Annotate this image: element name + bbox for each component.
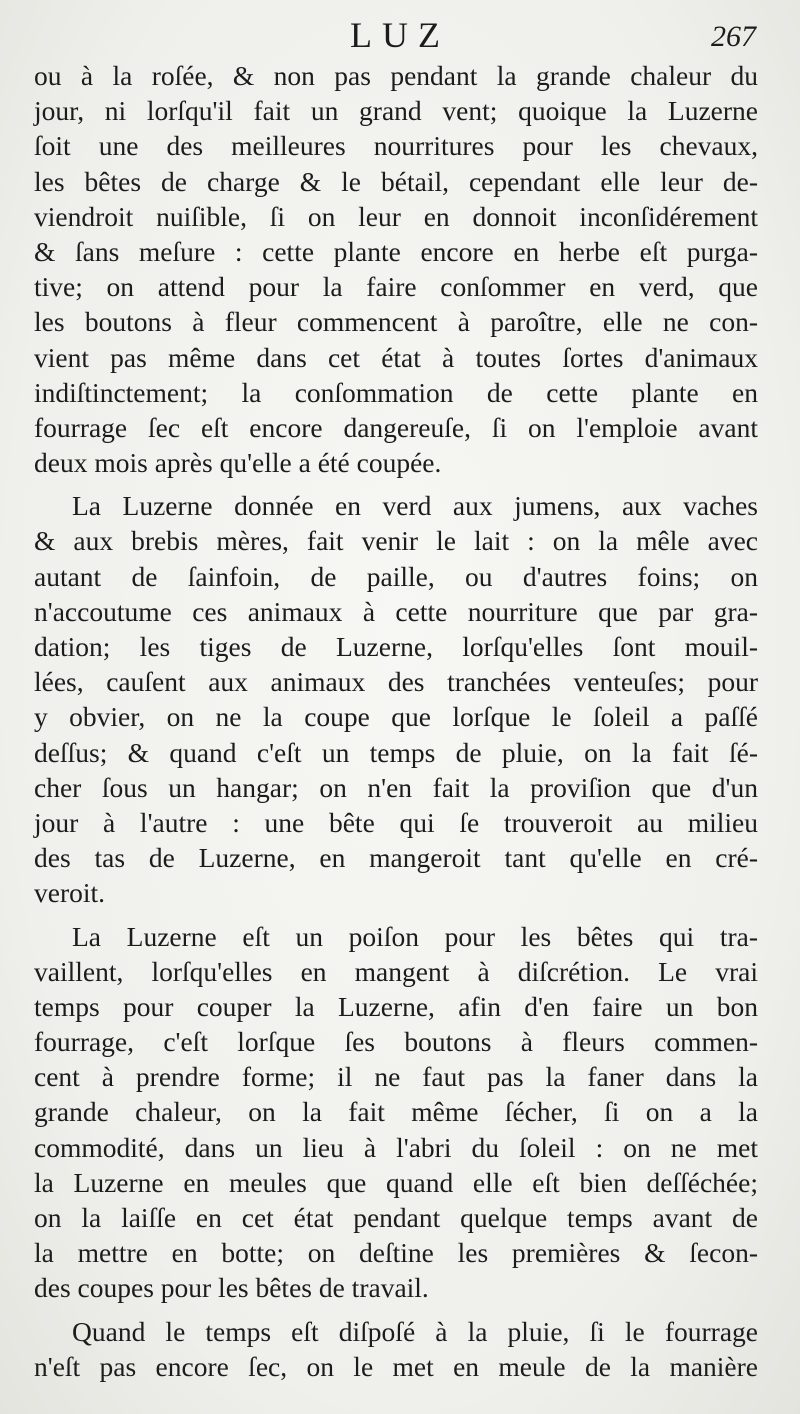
paragraph-gap (34, 1306, 758, 1314)
paragraph (34, 1314, 758, 1384)
text-line: deſſus; & quand c'eſt un temps de pluie, on la fait ſé- (34, 736, 758, 768)
body-text (34, 58, 758, 1384)
text-line: ſoit une des meilleures nourritures pour les chevaux, (34, 130, 758, 162)
text-line: & aux brebis mères, fait venir le lait : on la mêle avec (34, 525, 758, 557)
text-line: deux mois après qu'elle a été coupée. (34, 447, 442, 479)
paragraph-gap (34, 480, 758, 488)
text-line: la Luzerne en meules que quand elle eſt bien deſſéchée; (34, 1166, 758, 1198)
text-line: cent à prendre forme; il ne faut pas la faner dans la (34, 1061, 758, 1093)
text-line: les boutons à fleur commencent à paroître, elle ne con- (34, 306, 758, 338)
text-line: lées, cauſent aux animaux des tranchées venteuſes; pour (34, 666, 758, 698)
text-line: La Luzerne donnée en verd aux jumens, aux vaches (72, 490, 758, 522)
paragraph (34, 58, 758, 480)
page-header (0, 14, 800, 64)
text-line: y obvier, on ne la coupe que lorſque le ſoleil a paſſé (34, 701, 758, 733)
text-line: grande chaleur, on la fait même ſécher, ſi on a la (34, 1096, 758, 1128)
text-line: n'accoutume ces animaux à cette nourriture que par gra- (34, 595, 758, 627)
text-line: des tas de Luzerne, en mangeroit tant qu'elle en cré- (34, 842, 758, 874)
text-line: cher ſous un hangar; on n'en fait la proviſion que d'un (34, 771, 758, 803)
text-line: fourrage ſec eſt encore dangereuſe, ſi on l'emploie avant (34, 411, 758, 443)
text-line: on la laiſſe en cet état pendant quelque temps avant de (34, 1202, 758, 1233)
paragraph (34, 919, 758, 1306)
text-line: vaillent, lorſqu'elles en mangent à diſcrétion. Le vrai (34, 955, 758, 987)
text-line: fourrage, c'eſt lorſque ſes boutons à fleurs commen- (34, 1026, 758, 1058)
text-line: autant de ſainfoin, de paille, ou d'autres foins; on (34, 560, 758, 592)
text-line: commodité, dans un lieu à l'abri du ſoleil : on ne met (34, 1131, 758, 1163)
running-head: LUZ (350, 15, 450, 55)
text-line: ou à la roſée, & non pas pendant la grande chaleur du (34, 60, 758, 91)
paragraph-gap (34, 911, 758, 919)
text-line: jour à l'autre : une bête qui ſe trouveroit au milieu (34, 806, 758, 838)
text-line: Quand le temps eſt diſpoſé à la pluie, ſi le fourrage (72, 1315, 758, 1347)
text-line: & ſans meſure : cette plante encore en herbe eſt purga- (34, 235, 758, 267)
paragraph (34, 488, 758, 910)
text-line: dation; les tiges de Luzerne, lorſqu'elles ſont mouil- (34, 631, 758, 662)
text-line: veroit. (34, 877, 106, 909)
page-number: 267 (711, 20, 756, 53)
text-line: n'eſt pas encore ſec, on le met en meule de la manière (34, 1350, 758, 1382)
text-line: tive; on attend pour la faire conſommer en verd, que (34, 271, 758, 303)
text-line: jour, ni lorſqu'il fait un grand vent; quoique la Luzerne (34, 95, 758, 127)
text-line: la mettre en botte; on deſtine les premières & ſecon- (34, 1237, 758, 1269)
text-line: les bêtes de charge & le bétail, cependant elle leur de- (34, 165, 758, 197)
text-line: viendroit nuiſible, ſi on leur en donnoit inconſidérement (34, 200, 758, 232)
text-line: vient pas même dans cet état à toutes ſortes d'animaux (34, 341, 758, 373)
text-line: La Luzerne eſt un poiſon pour les bêtes qui tra- (72, 920, 758, 952)
text-line: des coupes pour les bêtes de travail. (34, 1272, 429, 1304)
text-line: indiſtinctement; la conſommation de cette plante en (34, 376, 758, 408)
text-line: temps pour couper la Luzerne, afin d'en faire un bon (34, 990, 758, 1022)
